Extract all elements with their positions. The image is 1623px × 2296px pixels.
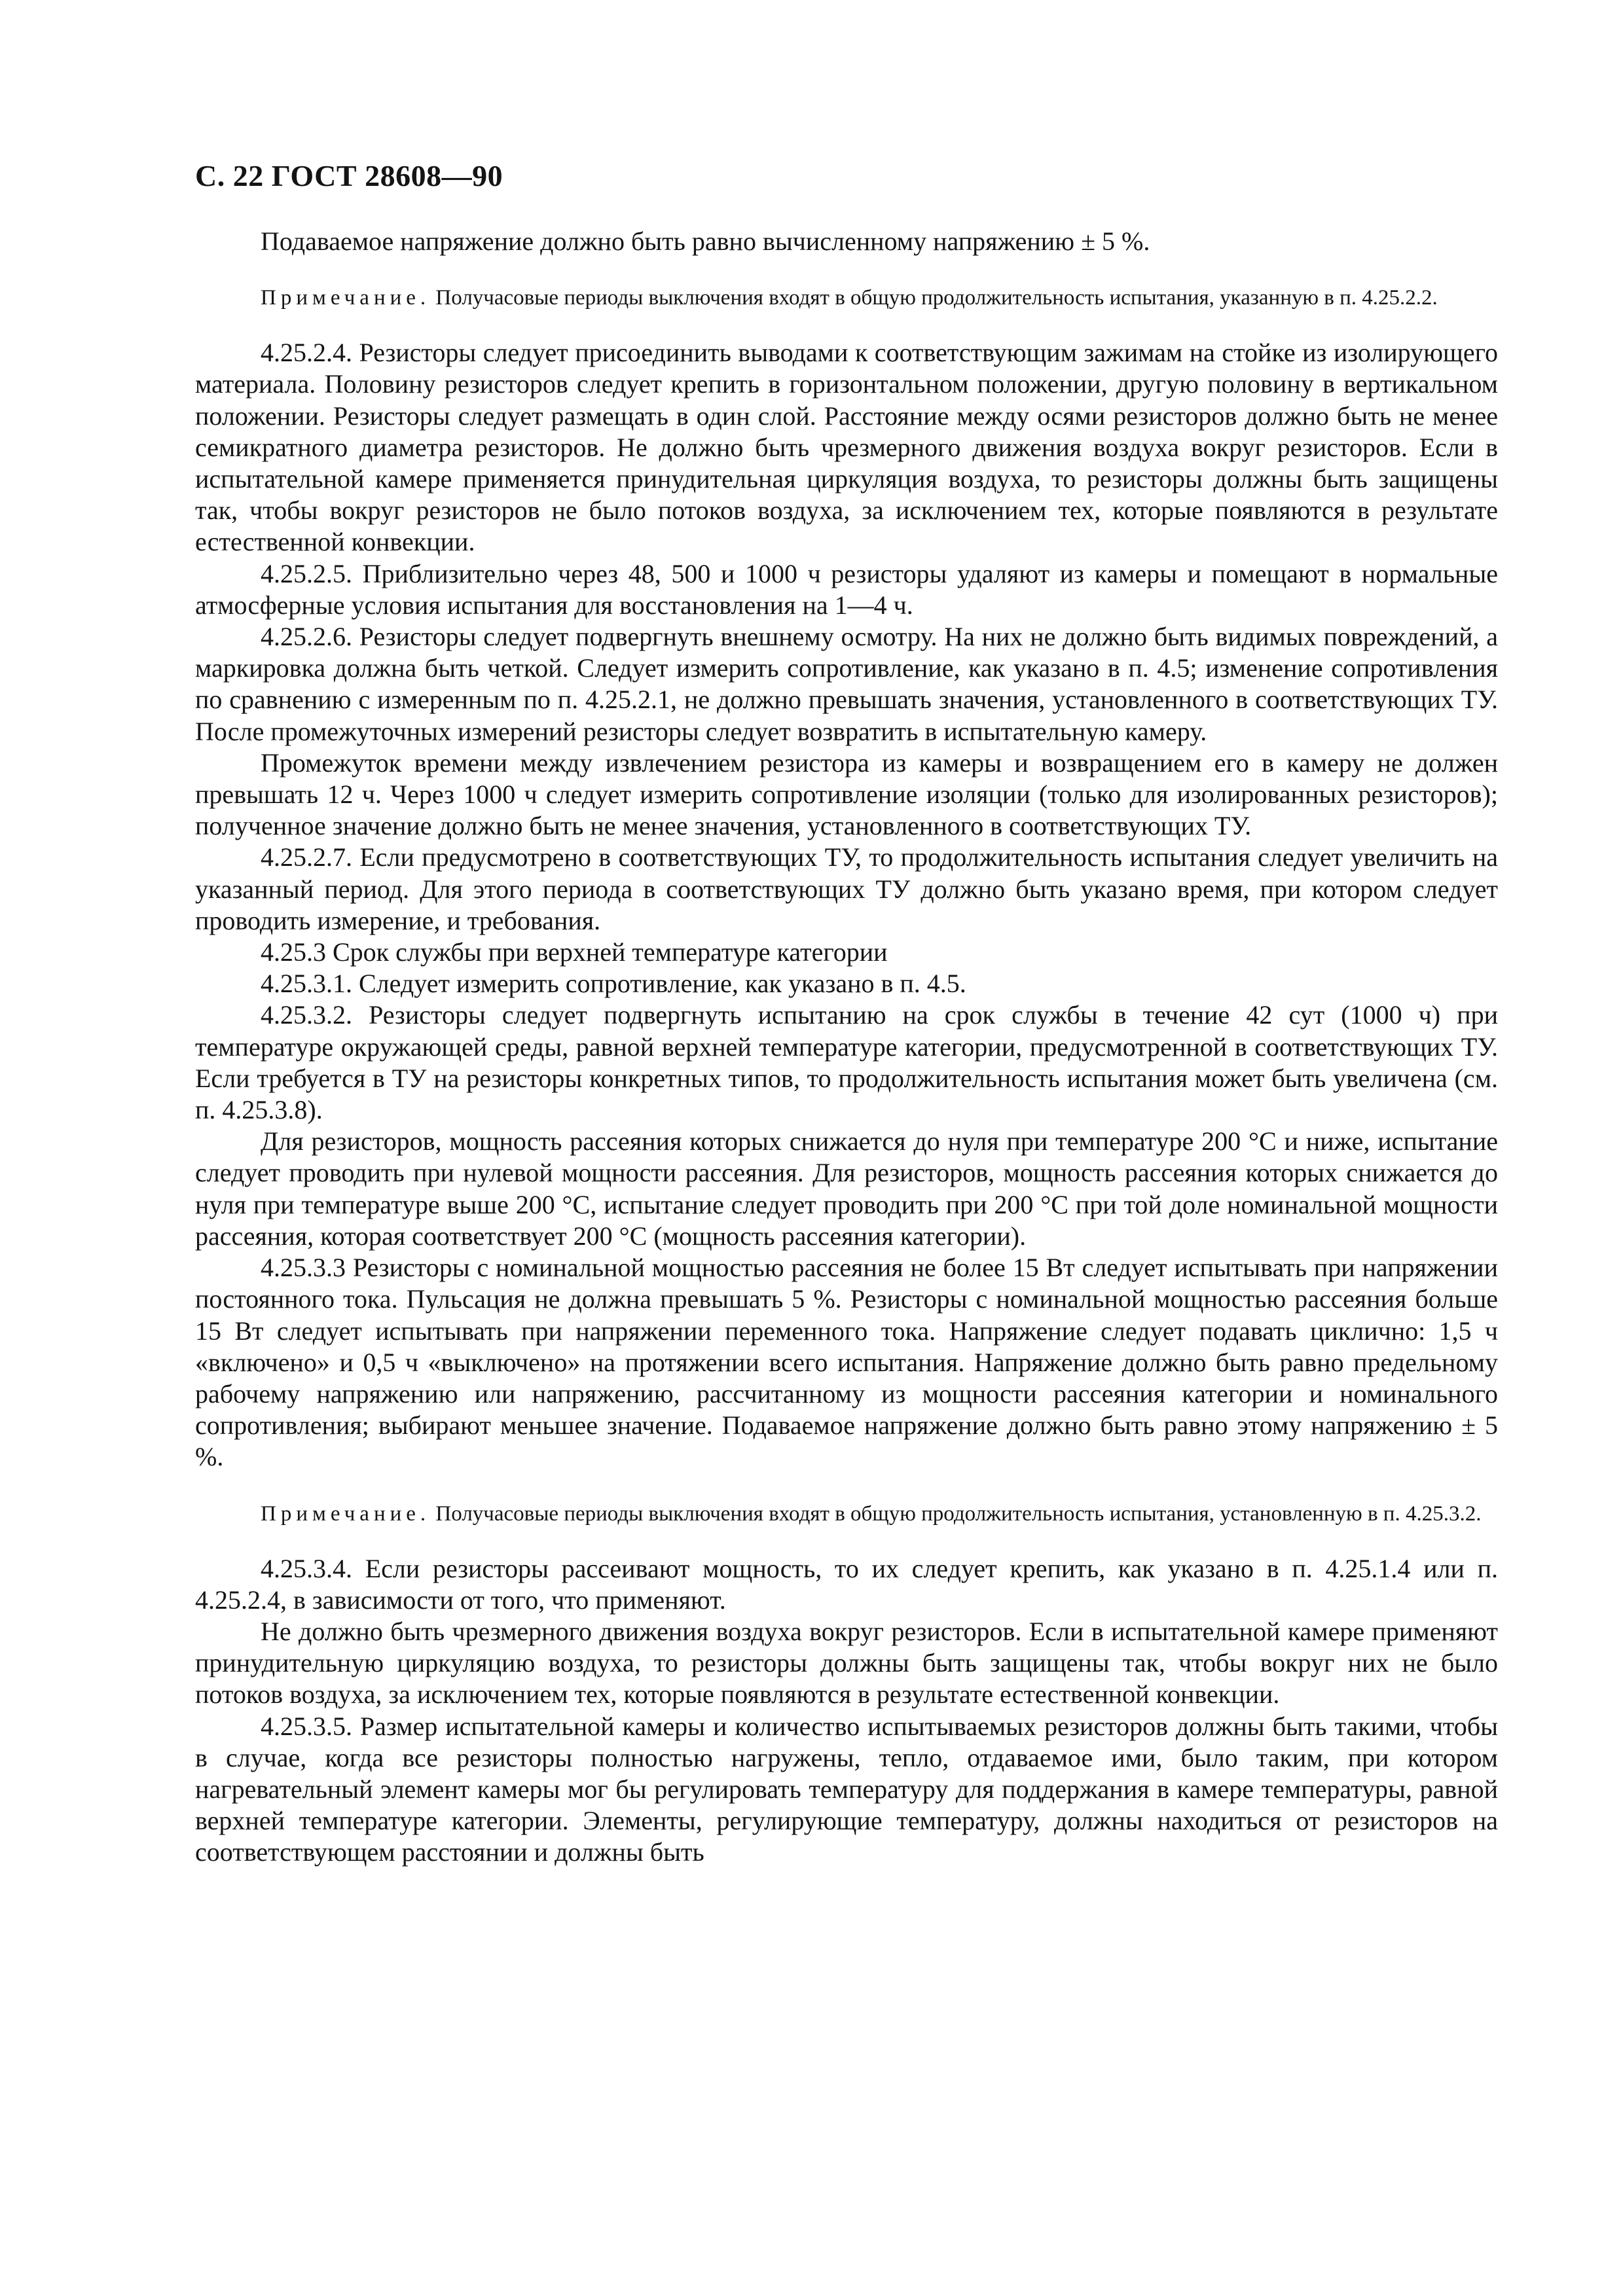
paragraph: Подаваемое напряжение должно быть равно вычисленному напряжению ± 5 %. (261, 226, 1150, 256)
paragraph: 4.25.3.3 Резисторы с номинальной мощностью рассеяния не более 15 Вт следует испытывать при напряжении постоянного тока. Пульсация не должна превышать 5 %. Резисторы с номинальной мощностью рассеяния больше 15 Вт следует испытывать при напряжении переменного тока. Напряжение следует подавать циклично: 1,5 ч «включено» и 0,5 ч «выключено» на протяжении всего испытания. Напряжение должно быть равно предельному рабочему напряжению или напряжению, рассчитанному из мощности рассеяния категории и номинального сопротивления; выбирают меньшее значение. Подаваемое напряжение должно быть равно этому напряжению ± 5 %. (195, 1253, 1498, 1472)
note (195, 1501, 1498, 1527)
page-header: С. 22 ГОСТ 28608—90 (195, 159, 503, 192)
paragraph: Промежуток времени между извлечением резистора из камеры и возвращением его в камеру не должен превышать 12 ч. Через 1000 ч следует измерить сопротивление изоляции (только для изолированных резисторов); полученное значение должно быть не менее значения, установленного в соответствующих ТУ. (195, 747, 1498, 841)
paragraph: 4.25.2.4. Резисторы следует присоединить выводами к соответствующим зажимам на стойке из изолирующего материала. Половину резисторов следует крепить в горизонтальном положении, другую половину в вертикальном положении. Резисторы следует размещать в один слой. Расстояние между осями резисторов должно быть не менее семикратного диаметра резисторов. Не должно быть чрезмерного движения воздуха вокруг резисторов. Если в испытательной камере применяется принудительная циркуляция воздуха, то резисторы должны быть защищены так, чтобы вокруг резисторов не было потоков воздуха, за исключением тех, которые появляются в результате естественной конвекции. (195, 338, 1498, 557)
document-body (195, 226, 1498, 1869)
note-label: Примечание. (261, 286, 431, 310)
paragraph: 4.25.2.6. Резисторы следует подвергнуть внешнему осмотру. На них не должно быть видимых повреждений, а маркировка должна быть четкой. Следует измерить сопротивление, как указано в п. 4.5; изменение сопротивления по сравнению с измеренным по п. 4.25.2.1, не должно превышать значения, установленного в соответствующих ТУ. После промежуточных измерений резисторы следует возвратить в испытательную камеру. (195, 622, 1498, 746)
note-label: Примечание. (261, 1501, 431, 1526)
note-text: Получасовые периоды выключения входят в общую продолжительность испытания, указанную в п. 4.25.2.2. (435, 286, 1438, 310)
paragraph: Не должно быть чрезмерного движения воздуха вокруг резисторов. Если в испытательной камере применяют принудительную циркуляцию воздуха, то резисторы должны быть защищены так, чтобы вокруг них не было потоков воздуха, за исключением тех, которые появляются в результате естественной конвекции. (195, 1616, 1498, 1710)
paragraph: 4.25.3.1. Следует измерить сопротивление, как указано в п. 4.5. (261, 969, 966, 999)
paragraph: 4.25.2.5. Приблизительно через 48, 500 и 1000 ч резисторы удаляют из камеры и помещают в нормальные атмосферные условия испытания для восстановления на 1—4 ч. (195, 558, 1498, 620)
paragraph: Для резисторов, мощность рассеяния которых снижается до нуля при температуре 200 °С и ниже, испытание следует проводить при нулевой мощности рассеяния. Для резисторов, мощность рассеяния которых снижается до нуля при температуре выше 200 °С, испытание следует проводить при 200 °С при той доле номинальной мощности рассеяния, которая соответствует 200 °С (мощность рассеяния категории). (195, 1126, 1498, 1251)
section-heading: 4.25.3 Срок службы при верхней температуре категории (261, 937, 888, 967)
paragraph: 4.25.3.4. Если резисторы рассеивают мощность, то их следует крепить, как указано в п. 4.25.1.4 или п. 4.25.2.4, в зависимости от того, что применяют. (195, 1553, 1498, 1615)
note-text: Получасовые периоды выключения входят в общую продолжительность испытания, установленную в п. 4.25.3.2. (435, 1501, 1482, 1526)
note (195, 285, 1498, 311)
paragraph: 4.25.3.5. Размер испытательной камеры и количество испытываемых резисторов должны быть такими, чтобы в случае, когда все резисторы полностью нагружены, тепло, отдаваемое ими, было таким, при котором нагревательный элемент камеры мог бы регулировать температуру для поддержания в камере температуры, равной верхней температуре категории. Элементы, регулирующие температуру, должны находиться от резисторов на соответствующем расстоянии и должны быть (195, 1711, 1498, 1867)
paragraph: 4.25.3.2. Резисторы следует подвергнуть испытанию на срок службы в течение 42 сут (1000 ч) при температуре окружающей среды, равной верхней температуре категории, предусмотренной в соответствующих ТУ. Если требуется в ТУ на резисторы конкретных типов, то продолжительность испытания может быть увеличена (см. п. 4.25.3.8). (195, 1000, 1498, 1125)
paragraph: 4.25.2.7. Если предусмотрено в соответствующих ТУ, то продолжительность испытания следует увеличить на указанный период. Для этого периода в соответствующих ТУ должно быть указано время, при котором следует проводить измерение, и требования. (195, 842, 1498, 935)
